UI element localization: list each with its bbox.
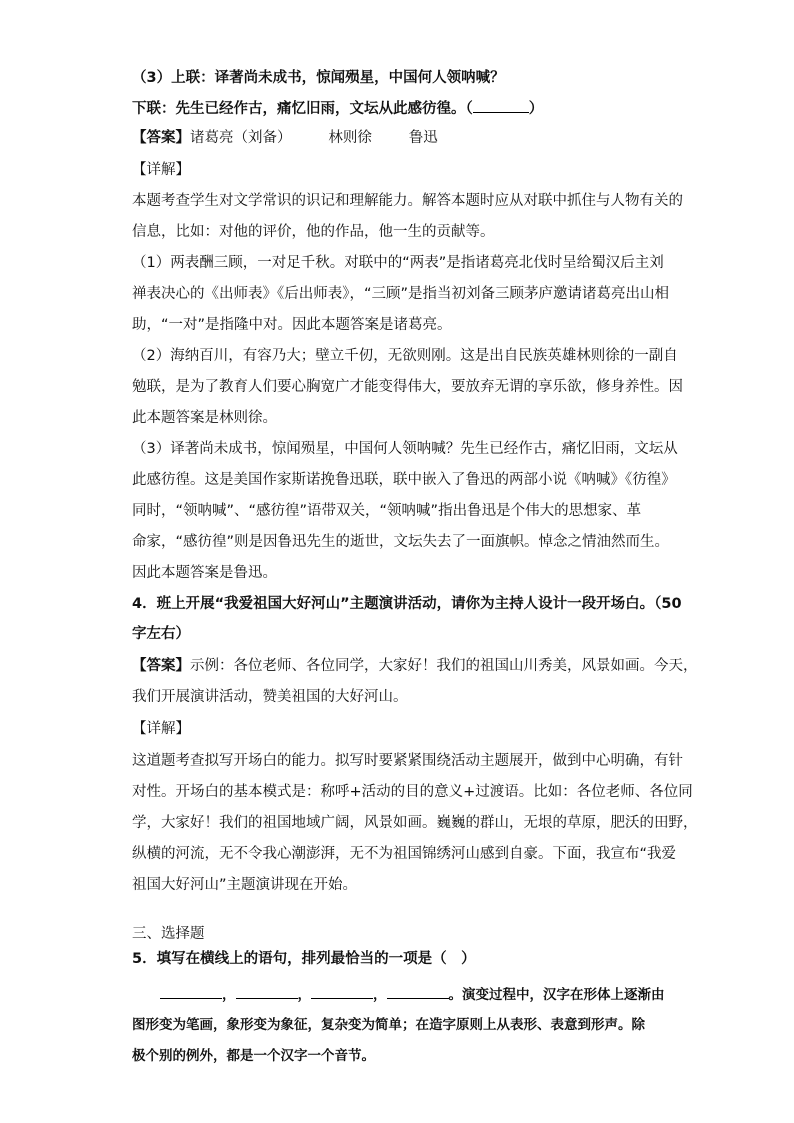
answer-text: 示例：各位老师、各位同学，大家好！我们的祖国山川秀美，风景如画。今天，	[190, 658, 698, 674]
q3-lower-couplet-text: 下联：先生已经作古，痛忆旧雨，文坛从此感彷徨。（	[132, 101, 473, 117]
q3-detail-line: 因此本题答案是鲁迅。	[132, 565, 277, 581]
q3-detail-line: 禅表决心的《出师表》《后出师表》，“三顾”是指当初刘备三顾茅庐邀请诸葛亮出山相	[132, 286, 670, 302]
q4-answer	[132, 656, 698, 676]
q5-stem: 5．填写在横线上的语句，排列最恰当的一项是（ ）	[132, 951, 476, 967]
q5-passage-text: 。演变过程中，汉字在形体上逐渐由	[448, 987, 665, 1003]
q5-separator: ，	[373, 987, 387, 1003]
q4-detail-line: 对性。开场白的基本模式是：称呼+活动的目的意义+过渡语。比如：各位老师、各位同	[132, 784, 693, 800]
q3-close-paren: ）	[528, 101, 544, 117]
answer-blank	[473, 98, 529, 113]
section-title: 三、选择题	[132, 926, 205, 942]
q3-detail-line: 此感彷徨。这是美国作家斯诺挽鲁迅联，联中嵌入了鲁迅的两部小说《呐喊》《彷徨》	[132, 472, 676, 488]
q5-separator: ，	[297, 987, 311, 1003]
q3-lower-couplet	[132, 98, 672, 119]
q3-detail-line: （3）译著尚未成书，惊闻殒星，中国何人领呐喊？先生已经作古，痛忆旧雨，文坛从	[132, 441, 678, 457]
q4-question-cont: 字左右）	[132, 626, 190, 642]
q5-passage-line	[160, 984, 670, 1005]
q3-detail-line: 信息，比如：对他的评价，他的作品，他一生的贡献等。	[132, 224, 495, 240]
q3-detail-label: 【详解】	[132, 162, 190, 178]
q4-detail-line: 学，大家好！我们的祖国地域广阔，风景如画。巍巍的群山，无垠的草原，肥沃的田野，	[132, 815, 698, 831]
q4-detail-line: 祖国大好河山”主题演讲现在开始。	[132, 877, 358, 893]
fill-blank	[160, 984, 222, 999]
q4-detail-line: 纵横的河流，无不令我心潮澎湃，无不为祖国锦绣河山感到自豪。下面，我宣布“我爱	[132, 846, 677, 862]
q4-detail-line: 这道题考查拟写开场白的能力。拟写时要紧紧围绕活动主题展开，做到中心明确，有针	[132, 753, 683, 769]
answer-label: 【答案】	[132, 130, 190, 146]
q3-detail-line: 勉联，是为了教育人们要心胸宽广才能变得伟大，要放弃无谓的享乐欲，修身养性。因	[132, 379, 683, 395]
q5-separator: ，	[222, 987, 236, 1003]
q3-detail-line: 助，“一对”是指隆中对。因此本题答案是诸葛亮。	[132, 317, 452, 333]
q4-detail-label: 【详解】	[132, 721, 190, 737]
q3-detail-line: 命家，“感彷徨”则是因鲁迅先生的逝世，文坛失去了一面旗帜。悼念之情油然而生。	[132, 534, 670, 550]
fill-blank	[311, 984, 373, 999]
q3-detail-line: 此本题答案是林则徐。	[132, 410, 277, 426]
q3-upper-couplet: （3）上联：译著尚未成书，惊闻殒星，中国何人领呐喊？	[132, 70, 505, 86]
q3-detail-line: （2）海纳百川，有容乃大；壁立千仞，无欲则刚。这是出自民族英雄林则徐的一副自	[132, 348, 678, 364]
q3-detail-line: 本题考查学生对文学常识的识记和理解能力。解答本题时应从对联中抓住与人物有关的	[132, 193, 683, 209]
q4-answer-cont: 我们开展演讲活动，赞美祖国的大好河山。	[132, 689, 408, 705]
answer-text: 诸葛亮（刘备） 林则徐 鲁迅	[190, 130, 438, 146]
answer-label: 【答案】	[132, 658, 190, 674]
q5-passage-line: 极个别的例外，都是一个汉字一个音节。	[132, 1048, 375, 1064]
q3-detail-line: （1）两表酬三顾，一对足千秋。对联中的“两表”是指诸葛亮北伐时呈给蜀汉后主刘	[132, 255, 664, 271]
fill-blank	[387, 984, 449, 999]
q5-passage-line: 图形变为笔画，象形变为象征，复杂变为简单；在造字原则上从表形、表意到形声。除	[132, 1017, 645, 1033]
q3-detail-line: 同时，“领呐喊”、“感彷徨”语带双关，“领呐喊”指出鲁迅是个伟大的思想家、革	[132, 503, 642, 519]
fill-blank	[236, 984, 298, 999]
q4-question: 4．班上开展“我爱祖国大好河山”主题演讲活动，请你为主持人设计一段开场白。（50	[132, 596, 682, 612]
q3-answer	[132, 128, 672, 148]
